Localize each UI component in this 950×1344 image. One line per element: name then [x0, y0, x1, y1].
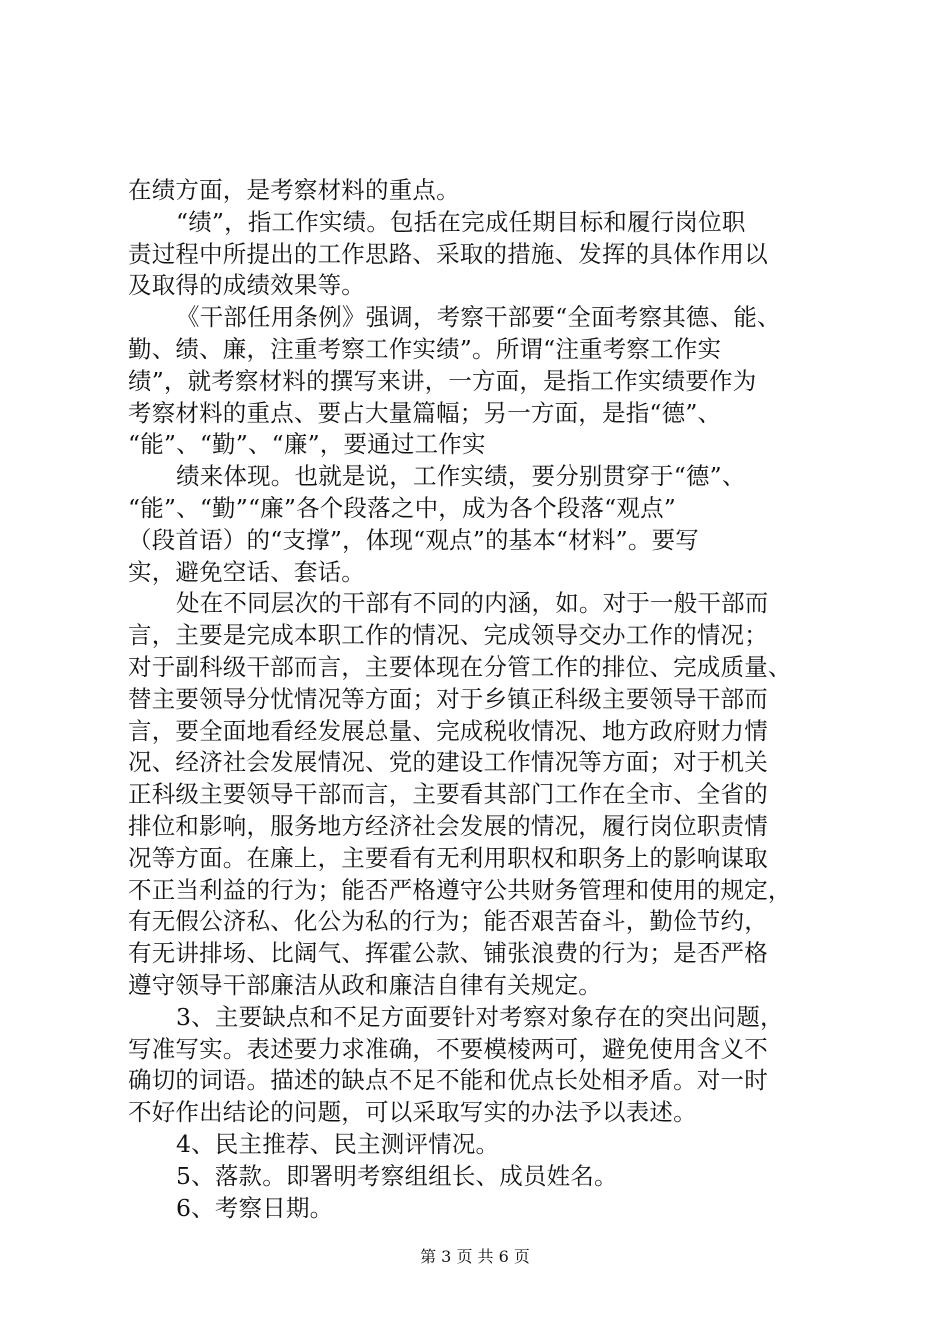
text-line: （段首语）的“支撑”，体现“观点”的基本“材料”。要写 [128, 525, 699, 554]
text-line: 不好作出结论的问题，可以采取写实的办法予以表述。 [128, 1098, 697, 1127]
text-line: 及取得的成绩效果等。 [128, 271, 365, 300]
text-line: 确切的词语。描述的缺点不足不能和优点长处相矛盾。对一时 [128, 1066, 768, 1095]
text-line: 有无假公济私、化公为私的行为；能否艰苦奋斗，勤俭节约， [128, 907, 768, 936]
text-line: 对于副科级干部而言，主要体现在分管工作的排位、完成质量、 [128, 652, 792, 681]
text-line: 言，要全面地看经发展总量、完成税收情况、地方政府财力情 [128, 716, 768, 745]
text-line: 不正当利益的行为；能否严格遵守公共财务管理和使用的规定， [128, 875, 792, 904]
text-line: 况、经济社会发展情况、党的建设工作情况等方面；对于机关 [128, 748, 768, 777]
text-line: 写准写实。表述要力求准确，不要模棱两可，避免使用含义不 [128, 1034, 768, 1063]
text-line: “绩”，指工作实绩。包括在完成任期目标和履行岗位职 [176, 207, 746, 236]
text-line: 绩来体现。也就是说，工作实绩，要分别贯穿于“德”、 [176, 462, 746, 491]
text-line: 实，避免空话、套话。 [128, 557, 365, 586]
text-line: 替主要领导分忧情况等方面；对于乡镇正科级主要领导干部而 [128, 684, 768, 713]
text-line: 5、落款。即署明考察组组长、成员姓名。 [176, 1161, 618, 1190]
text-line: “能”、“勤”“廉”各个段落之中，成为各个段落“观点” [128, 493, 677, 522]
text-line: 排位和影响，服务地方经济社会发展的情况，履行岗位职责情 [128, 811, 768, 840]
text-line: 3、主要缺点和不足方面要针对考察对象存在的突出问题， [176, 1002, 784, 1031]
text-line: 况等方面。在廉上，主要看有无利用职权和职务上的影响谋取 [128, 843, 768, 872]
text-line: 遵守领导干部廉洁从政和廉洁自律有关规定。 [128, 970, 602, 999]
text-line: 考察材料的重点、要占大量篇幅；另一方面，是指“德”、 [128, 398, 722, 427]
text-line: 勤、绩、廉，注重考察工作实绩”。所谓“注重考察工作实 [128, 334, 722, 363]
text-line: 有无讲排场、比阔气、挥霍公款、铺张浪费的行为；是否严格 [128, 939, 768, 968]
document-body [128, 175, 833, 1224]
text-line: 言，主要是完成本职工作的情况、完成领导交办工作的情况； [128, 621, 768, 650]
text-line: 6、考察日期。 [176, 1193, 334, 1222]
text-line: “能”、“勤”、“廉”，要通过工作实 [128, 430, 486, 459]
text-line: 4、民主推荐、民主测评情况。 [176, 1129, 500, 1158]
text-line: 在绩方面，是考察材料的重点。 [128, 176, 460, 204]
text-line: 《干部任用条例》强调，考察干部要“全面考察其德、能、 [176, 303, 781, 332]
text-line: 处在不同层次的干部有不同的内涵，如。对于一般干部而 [176, 589, 769, 618]
text-line: 正科级主要领导干部而言，主要看其部门工作在全市、全省的 [128, 780, 768, 809]
text-line: 责过程中所提出的工作思路、采取的措施、发挥的具体作用以 [128, 239, 768, 268]
page-number-footer: 第 3 页 共 6 页 [420, 1247, 530, 1266]
text-line: 绩”，就考察材料的撰写来讲，一方面，是指工作实绩要作为 [128, 366, 757, 395]
